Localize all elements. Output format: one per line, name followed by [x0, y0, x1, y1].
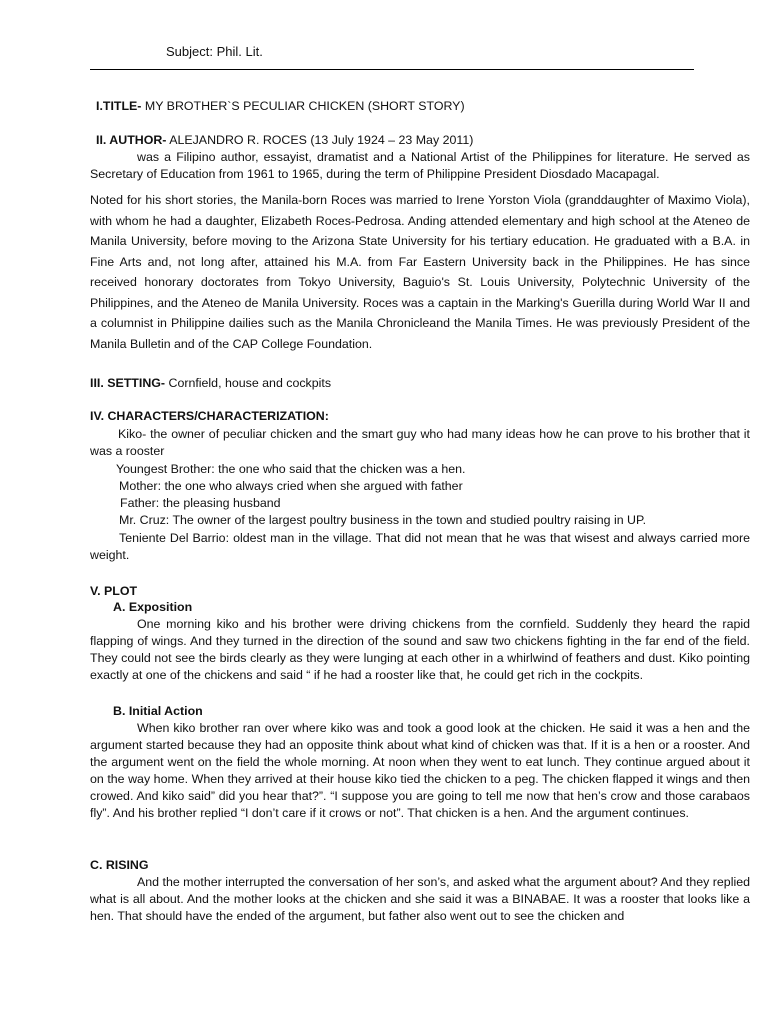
author-text: ALEJANDRO R. ROCES (13 July 1924 – 23 May 2011): [166, 133, 474, 147]
character-mother: Mother: the one who always cried when she argued with father: [119, 479, 463, 493]
header-rule: [90, 69, 694, 70]
characters-heading: IV. CHARACTERS/CHARACTERIZATION:: [90, 409, 329, 423]
title-line: [96, 98, 465, 115]
initial-action-heading: B. Initial Action: [113, 704, 203, 718]
setting-line: [90, 375, 331, 392]
character-mr-cruz: Mr. Cruz: The owner of the largest poultry business in the town and studied poultry raising in UP.: [119, 513, 647, 527]
author-paragraph: Noted for his short stories, the Manila-born Roces was married to Irene Yorston Viola (granddaughter of Maximo Viola), with whom he had a daughter, Elizabeth Roces-Pedrosa. Anding attended elementary and high school at the Ateneo de Manila University, before moving to the Arizona State University for his tertiary education. He graduated with a B.A. in Fine Arts and, not long after, attained his M.A. from Far Eastern University back in the Philippines. He has since received honorary doctorates from Tokyo University, Baguio's St. Louis University, Polytechnic University of the Philippines, and the Ateneo de Manila University. Roces was a captain in the Marking's Guerilla during World War II and a columnist in Philippine dailies such as the Manila Chronicleand the Manila Times. He was previously President of the Manila Bulletin and of the CAP College Foundation.: [90, 193, 750, 351]
character-kiko: Kiko- the owner of peculiar chicken and the smart guy who had many ideas how he can prove to his brother that it was a rooster: [90, 427, 750, 458]
author-bio: was a Filipino author, essayist, dramatist and a National Artist of the Philippines for literature. He served as Secretary of Education from 1961 to 1965, during the term of Philippine President Diosdado Macapagal.: [90, 150, 750, 181]
initial-action-text: When kiko brother ran over where kiko was and took a good look at the chicken. He said it was a hen and the argument started because they had an opposite think about what kind of chicken was that. If it is a hen or a rooster. And the argument went on the field the whole morning. At noon when they went to eat lunch. They continue argued about it on the way home. When they arrived at their house kiko tied the chicken to a peg. The chicken flapped it wings and then crowed. And kiko said” did you hear that?”. “I suppose you are going to tell me now that hen’s crow and those carabaos fly”. And his brother replied “I don’t care if it crows or not”. That chicken is a hen. And the argument continues.: [90, 721, 750, 820]
author-label: II. AUTHOR-: [96, 133, 167, 147]
author-line: [96, 132, 473, 149]
character-youngest-brother: Youngest Brother: the one who said that the chicken was a hen.: [116, 462, 466, 476]
title-text: MY BROTHER`S PECULIAR CHICKEN (SHORT STORY): [141, 99, 465, 113]
setting-text: Cornfield, house and cockpits: [165, 376, 332, 390]
rising-text: And the mother interrupted the conversation of her son’s, and asked what the argument about? And they replied what is all about. And the mother looks at the chicken and she said it was a BINABAE. It was a rooster that looks like a hen. That should have the ended of the argument, but father also went out to see the chicken and: [90, 875, 750, 923]
character-father: Father: the pleasing husband: [120, 496, 281, 510]
setting-label: III. SETTING-: [90, 376, 166, 390]
subject-line: Subject: Phil. Lit.: [166, 44, 263, 59]
character-teniente: Teniente Del Barrio: oldest man in the village. That did not mean that he was that wisest and always carried more weight.: [90, 531, 750, 562]
plot-heading: V. PLOT: [90, 584, 138, 598]
title-label: I.TITLE-: [96, 99, 142, 113]
rising-heading: C. RISING: [90, 858, 149, 872]
exposition-heading: A. Exposition: [113, 600, 193, 614]
exposition-text: One morning kiko and his brother were driving chickens from the cornfield. Suddenly they heard the rapid flapping of wings. And they turned in the direction of the sound and saw two chickens fighting in the far end of the field. They could not see the birds clearly as they were lunging at each other in a whirlwind of feathers and dust. Kiko pointing exactly at one of the chickens and said “ if he had a rooster like that, he could get rich in the cockpits.: [90, 617, 750, 682]
